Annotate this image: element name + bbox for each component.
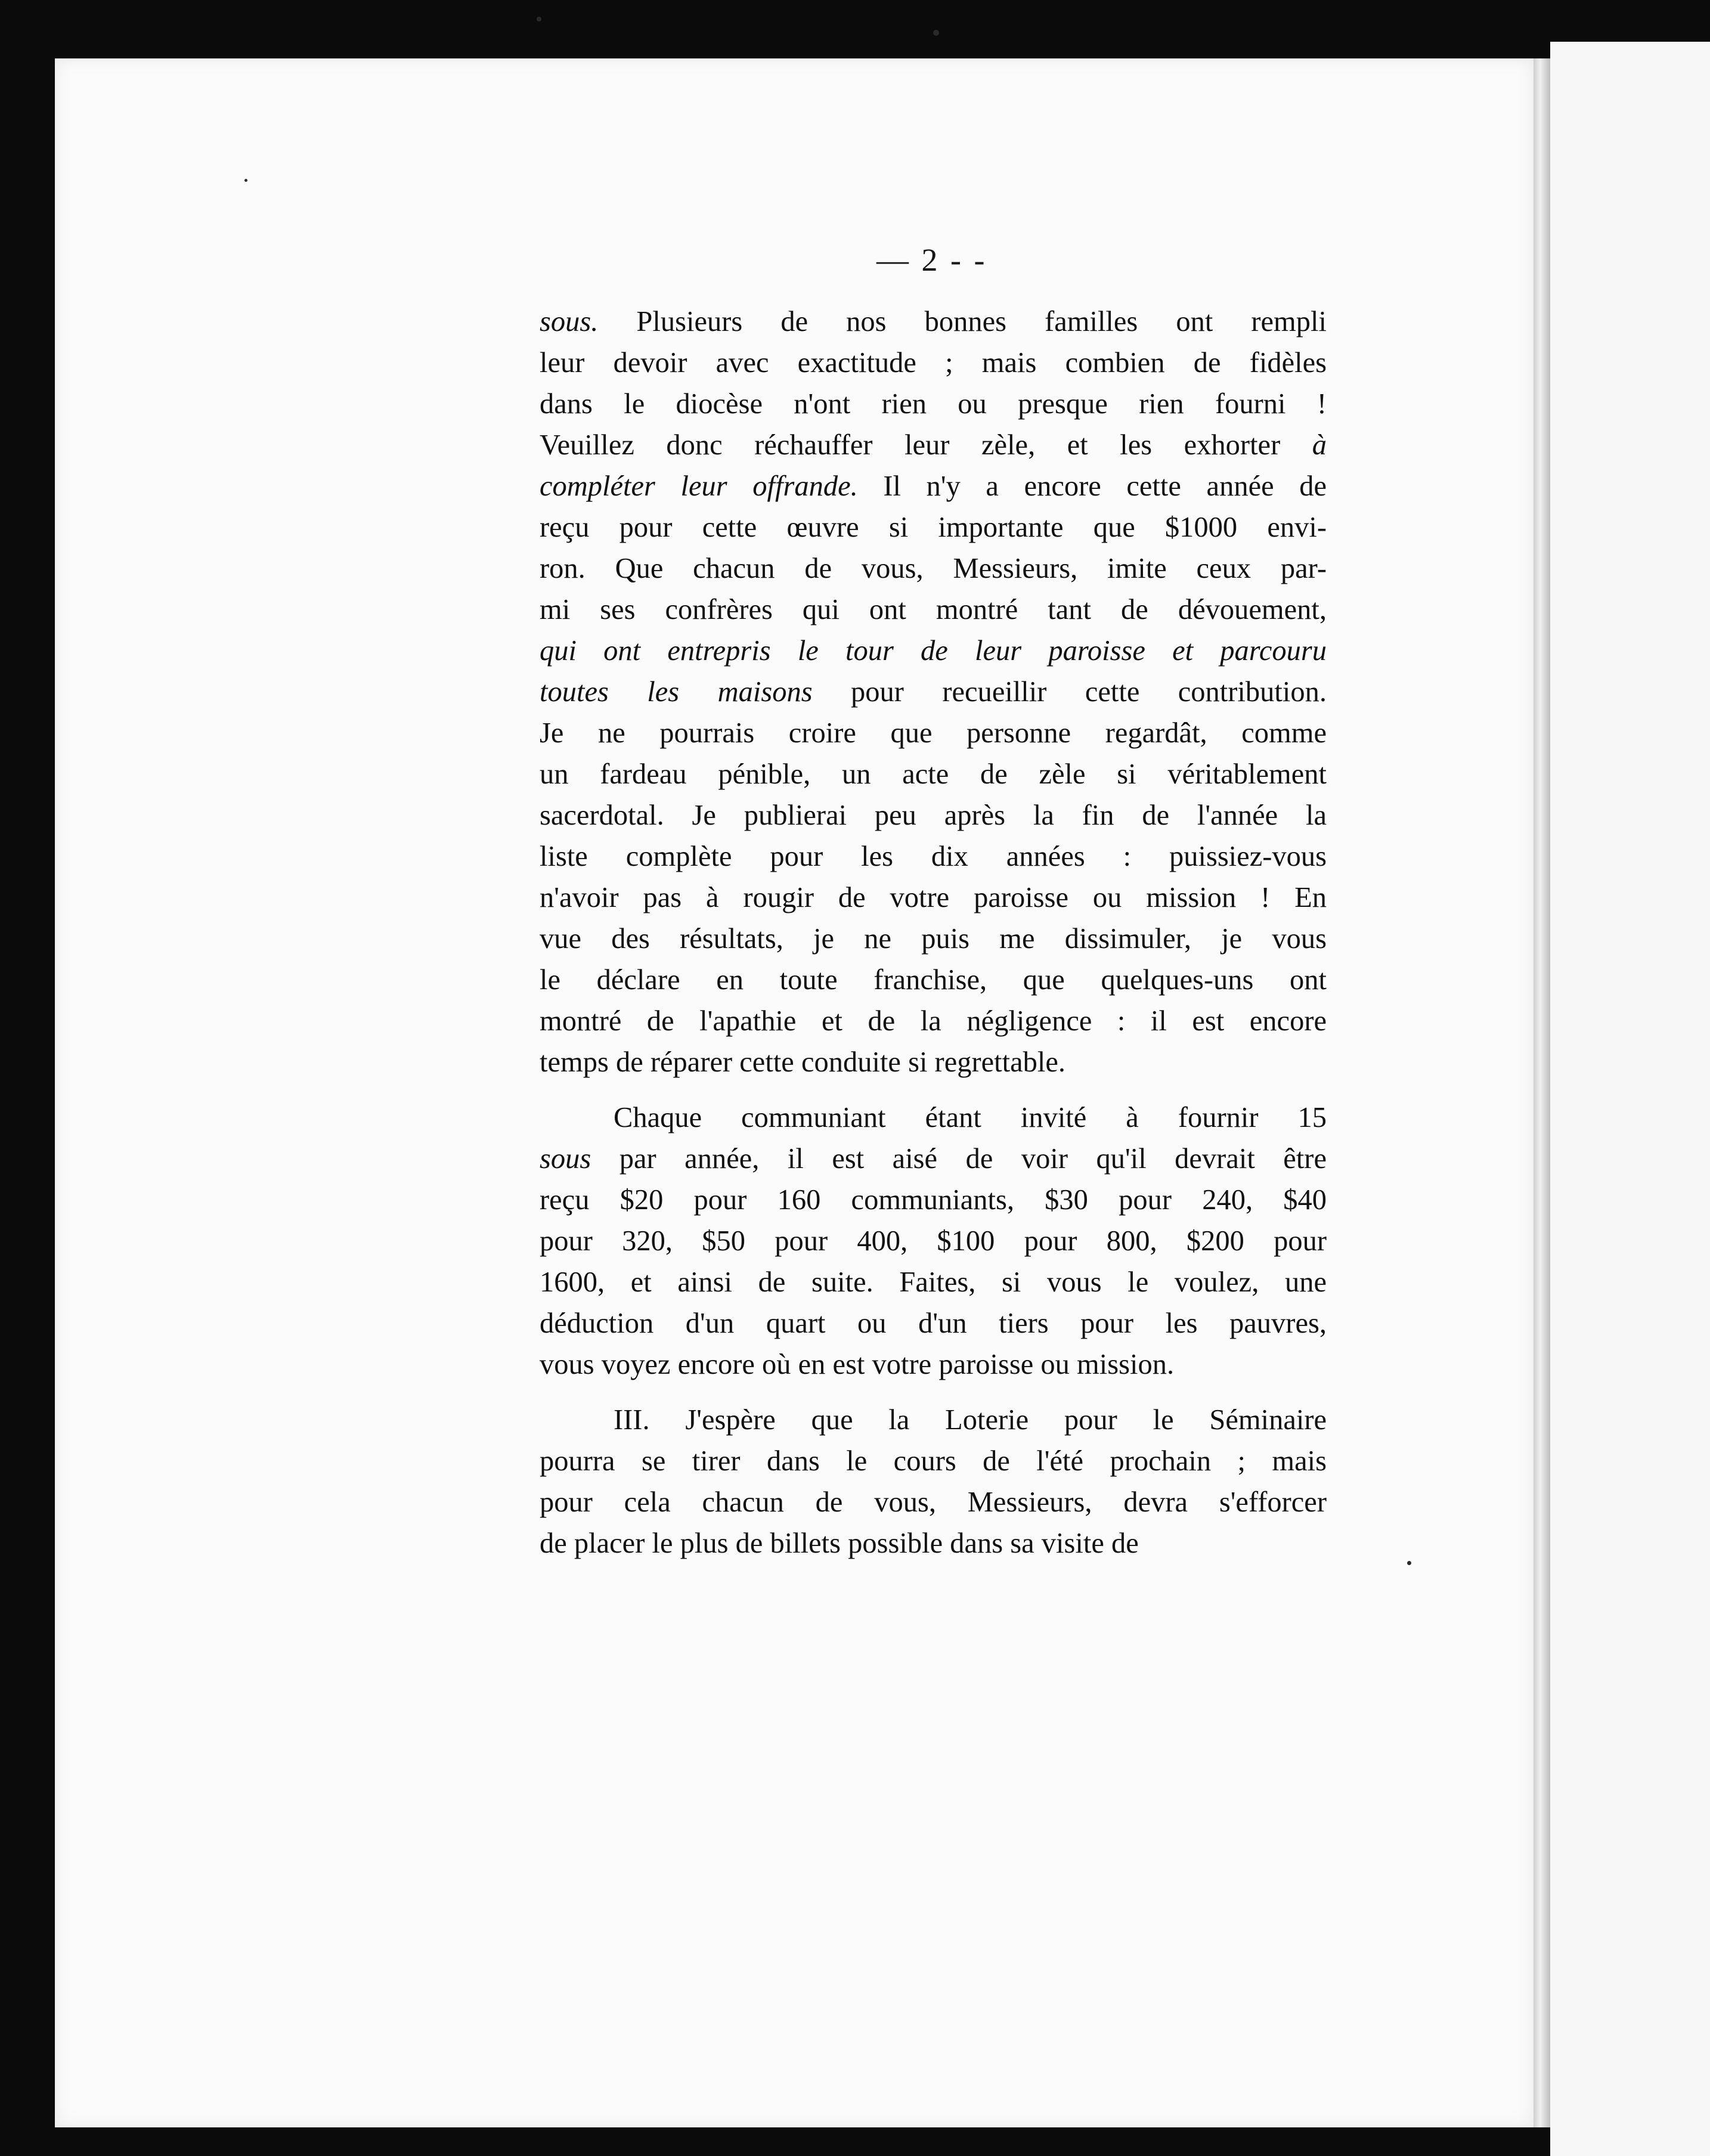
italic-text: qui ont entrepris le tour de leur paroisse et parcouru [540,635,1327,667]
text-line [540,383,1327,425]
text-line [540,630,1327,671]
text-segment: par année, il est aisé de voir qu'il devrait être [591,1143,1327,1175]
text-line [540,1482,1327,1523]
text-line [540,589,1327,630]
page-fold-shadow [1534,58,1550,2127]
text-segment: montré de l'apathie et de la négligence : il est encore [540,1005,1327,1037]
text-segment: mi ses confrères qui ont montré tant de dévouement, [540,594,1327,625]
text-line [540,548,1327,589]
text-segment: ron. Que chacun de vous, Messieurs, imite ceux par- [540,553,1327,584]
text-segment: pour recueillir cette contribution. [812,676,1327,708]
text-line [540,466,1327,507]
scan-speck [933,30,939,36]
text-segment: Il n'y a encore cette année de [857,470,1327,502]
paragraph-1 [540,301,1327,1083]
scan-speck [537,17,541,21]
italic-text: toutes les maisons [540,676,813,708]
text-line [540,301,1327,342]
text-segment: liste complète pour les dix années : puissiez-vous [540,841,1327,872]
text-segment: Chaque communiant étant invité à fournir 15 [614,1102,1327,1133]
text-line [540,1138,1327,1179]
text-line [540,1221,1327,1262]
text-line [540,1399,1327,1441]
text-segment: un fardeau pénible, un acte de zèle si véritablement [540,758,1327,790]
text-line [540,1344,1327,1385]
text-line [540,1179,1327,1221]
adjacent-page-edge [1550,42,1710,2156]
text-segment: leur devoir avec exactitude ; mais combien de fidèles [540,347,1327,379]
text-line [540,1042,1327,1083]
page-number: — 2 - - [876,242,987,278]
text-line [540,1262,1327,1303]
italic-text: sous [540,1143,591,1175]
body-text [540,301,1327,1564]
paragraph-2 [540,1097,1327,1385]
text-line [540,795,1327,836]
text-segment: pour 320, $50 pour 400, $100 pour 800, $200 pour [540,1225,1327,1257]
text-segment: le déclare en toute franchise, que quelques-uns ont [540,964,1327,996]
text-line [540,671,1327,713]
italic-text: sous. [540,306,599,337]
text-segment: pour cela chacun de vous, Messieurs, devra s'efforcer [540,1486,1327,1518]
text-line [540,1097,1327,1138]
text-line [540,342,1327,383]
text-line [540,836,1327,877]
text-segment: sacerdotal. Je publierai peu après la fin de l'année la [540,800,1327,831]
text-segment: III. J'espère que la Loterie pour le Séminaire [614,1404,1327,1436]
text-segment: de placer le plus de billets possible dans sa visite de [540,1528,1139,1559]
text-line [540,959,1327,1000]
paragraph-3 [540,1399,1327,1564]
italic-text: compléter leur offrande. [540,470,858,502]
text-segment: temps de réparer cette conduite si regrettable. [540,1046,1065,1078]
text-line [540,754,1327,795]
text-segment: reçu $20 pour 160 communiants, $30 pour 240, $40 [540,1184,1327,1216]
text-segment: vue des résultats, je ne puis me dissimuler, je vous [540,923,1327,955]
text-line [540,1441,1327,1482]
text-segment: pourra se tirer dans le cours de l'été prochain ; mais [540,1445,1327,1477]
italic-text: à [1312,429,1327,461]
text-segment: n'avoir pas à rougir de votre paroisse ou mission ! En [540,882,1327,913]
text-line [540,918,1327,959]
text-line [540,877,1327,918]
text-segment: déduction d'un quart ou d'un tiers pour les pauvres, [540,1308,1327,1339]
text-segment: Plusieurs de nos bonnes familles ont rempli [598,306,1327,337]
text-segment: Je ne pourrais croire que personne regardât, comme [540,717,1327,749]
text-line [540,1523,1327,1564]
text-segment: Veuillez donc réchauffer leur zèle, et les exhorter [540,429,1312,461]
scan-speck [1407,1561,1411,1565]
text-line [540,1000,1327,1042]
text-segment: 1600, et ainsi de suite. Faites, si vous le voulez, une [540,1266,1327,1298]
text-segment: dans le diocèse n'ont rien ou presque rien fourni ! [540,388,1327,420]
text-line [540,507,1327,548]
text-line [540,1303,1327,1344]
scan-speck [244,179,247,182]
text-segment: reçu pour cette œuvre si importante que $1000 envi- [540,512,1327,543]
text-line [540,713,1327,754]
text-segment: vous voyez encore où en est votre paroisse ou mission. [540,1349,1175,1380]
text-line [540,425,1327,466]
